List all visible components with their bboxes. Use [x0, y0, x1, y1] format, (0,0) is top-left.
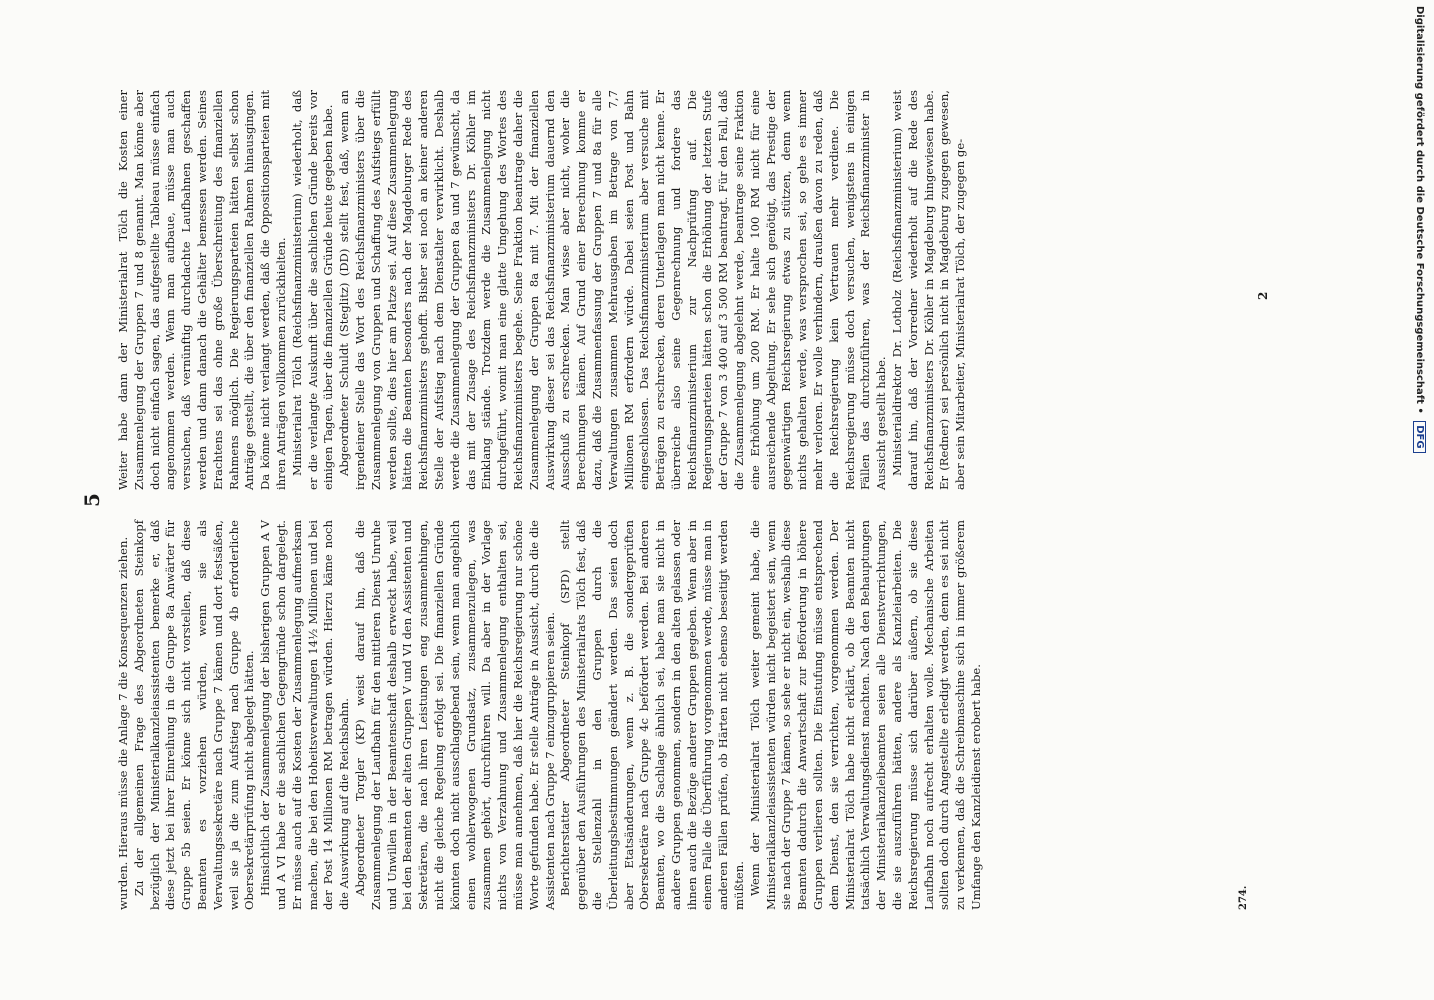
paragraph: Weiter habe dann der Ministerialrat Tölch die Kosten einer Zusammenlegung der Gruppen 7 und 8 genannt. Man könne aber doch nicht einfach sagen, das aufgestellte Tableau müsse einfach angenommen werden. Wenn man aufbaue, müsse man auch versuchen, daß vernünftig durchdachte Laufbahnen geschaffen werden und dann danach die Gehälter bemessen werden. Seines Erachtens sei das ohne große Überschreitung des finanziellen Rahmens möglich. Die Regierungsparteien hätten selbst schon Anträge gestellt, die über den finanziellen Rahmen hinausgingen. Da könne nicht verlangt werden, daß die Oppositionsparteien mit ihren Anträgen vollkommen zurückhielten. [116, 90, 288, 490]
paragraph: Abgeordneter Schuldt (Steglitz) (DD) stellt fest, daß, wenn an irgendeiner Stelle das Wort des Reichsfinanzministers über die Zusammenlegung von Gruppen und Schaffung des Aufstiegs erfüllt werden sollte, dies hier am Platze sei. Auf diese Zusammenlegung hätten die Beamten besonders nach der Magdeburger Rede des Reichsfinanzministers gehofft. Bisher sei noch an keiner anderen Stelle der Aufstieg nach dem Dienstalter verwirklicht. Deshalb werde die Zusammenlegung der Gruppen 8a und 7 gewünscht, da das mit der Zusage des Reichsfinanzministers Dr. Köhler im Einklang stände. Trotzdem werde die Zusammenlegung nicht durchgeführt, womit man eine glatte Umgehung des Wortes des Reichsfinanzministers begehe. Seine Fraktion beantrage daher die Zusammenlegung der Gruppen 8a mit 7. Mit der finanziellen Auswirkung dieser sei das Reichsfinanzministerium dauernd den Ausschuß zu erschrecken. Man wisse aber nicht, woher die Berechnungen kämen. Auf Grund einer Berechnung komme er dazu, daß die Zusammenfassung der Gruppen 7 und 8a für alle Verwaltungen zusammen Mehrausgaben im Betrage von 7,7 Millionen RM erfordern würde. Dabei seien Post und Bahn eingeschlossen. Das Reichsfinanzministerium aber versuche mit Beträgen zu erschrecken, deren Unterlagen man nicht kenne. Er überreiche also seine Gegenrechnung und fordere das Reichsfinanzministerium zur Nachprüfung auf. Die Regierungsparteien hätten schon die Erhöhung der letzten Stufe der Gruppe 7 von 3 400 auf 3 500 RM beantragt. Für den Fall, daß die Zusammenlegung abgelehnt werde, beantrage seine Fraktion eine Erhöhung um 200 RM. Er halte 100 RM nicht für eine ausreichende Abgeltung. Er sehe sich genötigt, das Prestige der gegenwärtigen Reichsregierung etwas zu stützen, denn wenn nichts gehalten werde, was versprochen sei, so gehe es immer mehr verloren. Er wolle verhindern, draußen davon zu reden, daß die Reichsregierung kein Vertrauen mehr verdiene. Die Reichsregierung müsse doch versuchen, wenigstens in einigen Fällen das durchzuführen, was der Reichsfinanzminister in Aussicht gestellt habe. [337, 90, 889, 490]
digitization-credit [1412, 6, 1430, 986]
dfg-logo: DFG [1413, 421, 1426, 452]
paragraph: Zu der allgemeinen Frage des Abgeordneten Steinkopf bezüglich der Ministerialkanzleiassistenten bemerke er, daß diese jetzt bei ihrer Einreihung in die Gruppe 8a Anwärter für Gruppe 5b seien. Er könne sich nicht vorstellen, daß diese Beamten es vorziehen würden, wenn sie als Verwaltungssekretäre nach Gruppe 7 kämen und dort festsäßen, weil sie ja die zum Aufstieg nach Gruppe 4b erforderliche Obersekretärprüfung nicht abgelegt hätten. [131, 520, 257, 910]
right-column [116, 90, 1316, 490]
footer-right-number: 2 [1256, 291, 1270, 300]
paragraph: Berichterstatter Abgeordneter Steinkopf (SPD) stellt gegenüber den Ausführungen des Ministerialrats Tölch fest, daß die Stellenzahl in den Gruppen durch die Überleitungsbestimmungen geändert werden. Das seien doch aber Etatsänderungen, wenn z. B. die sondergeprüften Obersekretäre nach Gruppe 4c befördert werden. Bei anderen Beamten, wo die Sachlage ähnlich sei, habe man sie nicht in andere Gruppen genommen, sondern in den alten gelassen oder ihnen auch die Bezüge anderer Gruppen gegeben. Wenn aber in einem Falle die Überführung vorgenommen werde, müsse man in anderen Fällen prüfen, ob Härten nicht ebenso beseitigt werden müßten. [558, 520, 747, 910]
paragraph: Ministerialdirektor Dr. Lotholz (Reichsfinanzministerium) weist darauf hin, daß der Vorredner wiederholt auf die Rede des Reichsfinanzministers Dr. Köhler in Magdeburg hingewiesen habe. Er (Redner) sei persönlich nicht in Magdeburg zugegen gewesen, aber sein Mitarbeiter, Ministerialrat Tölch, der zugegen ge- [890, 90, 968, 490]
paragraph: wurden. Hieraus müsse die Anlage 7 die Konsequenzen ziehen. [116, 536, 130, 910]
paragraph: Ministerialrat Tölch (Reichsfinanzministerium) wiederholt, daß er die verlangte Auskunft über die sachlichen Gründe bereits vor einigen Tagen, über die finanziellen Gründe heute gegeben habe. [289, 90, 336, 490]
rotated-page-content [80, 90, 1310, 910]
footer-left-number: 274. [1238, 885, 1249, 910]
paragraph: Wenn der Ministerialrat Tölch weiter gemeint habe, die Ministerialkanzleiassistenten würden nicht begeistert sein, wenn sie nach der Gruppe 7 kämen, so sehe er nicht ein, weshalb diese Beamten dadurch die Anwartschaft zur Beförderung in höhere Gruppen verlieren sollten. Die Einstufung müsse entsprechend dem Dienst, den sie verrichten, vorgenommen werden. Der Ministerialrat Tölch habe nicht erklärt, ob die Beamten nicht tatsächlich Verwaltungsdienst machten. Nach den Behauptungen der Ministerialkanzleibeamten seien alle Dienstverrichtungen, die sie auszuführen hätten, andere als Kanzleiarbeiten. Die Reichsregierung müsse sich darüber äußern, ob sie diese Laufbahn noch aufrecht erhalten wolle. Mechanische Arbeiten sollten doch durch Angestellte erledigt werden, denn es sei nicht zu verkennen, daß die Schreibmaschine sich in immer größerem Umfange den Kanzleidienst erobert habe. [747, 520, 984, 910]
paragraph: Abgeordneter Torgler (KP) weist darauf hin, daß die Zusammenlegung der Laufbahn für den mittleren Dienst Unruhe und Unwillen in der Beamtenschaft deshalb erweckt habe, weil bei den Beamten der alten Gruppen V und VI den Assistenten und Sekretären, die nach ihren Leistungen eng zusammenhingen, nicht die gleiche Regelung erfolgt sei. Die finanziellen Gründe könnten doch nicht ausschlaggebend sein, wenn man angeblich einen wohlerwogenen Grundsatz, zusammenzulegen, was zusammen gehört, durchführen will. Da aber in der Vorlage nichts von Verzahnung und Zusammenlegung enthalten sei, müsse man annehmen, daß hier die Reichsregierung nur schöne Worte gefunden habe. Er stelle Anträge in Aussicht, durch die die Assistenten nach Gruppe 7 einzugruppieren seien. [352, 520, 557, 910]
paragraph: Hinsichtlich der Zusammenlegung der bisherigen Gruppen A V und A VI habe er die sachlichen Gegengründe schon dargelegt. Er müsse auch auf die Kosten der Zusammenlegung aufmerksam machen, die bei den Hoheitsverwaltungen 14½ Millionen und bei der Post 14 Millionen RM betragen würden. Hierzu käme noch die Auswirkung auf die Reichsbahn. [258, 520, 352, 910]
page-number: 5 [80, 493, 104, 507]
left-column [116, 520, 1316, 910]
credit-text: Digitalisierung gefördert durch die Deutsche Forschungsgemeinschaft • [1414, 6, 1425, 414]
